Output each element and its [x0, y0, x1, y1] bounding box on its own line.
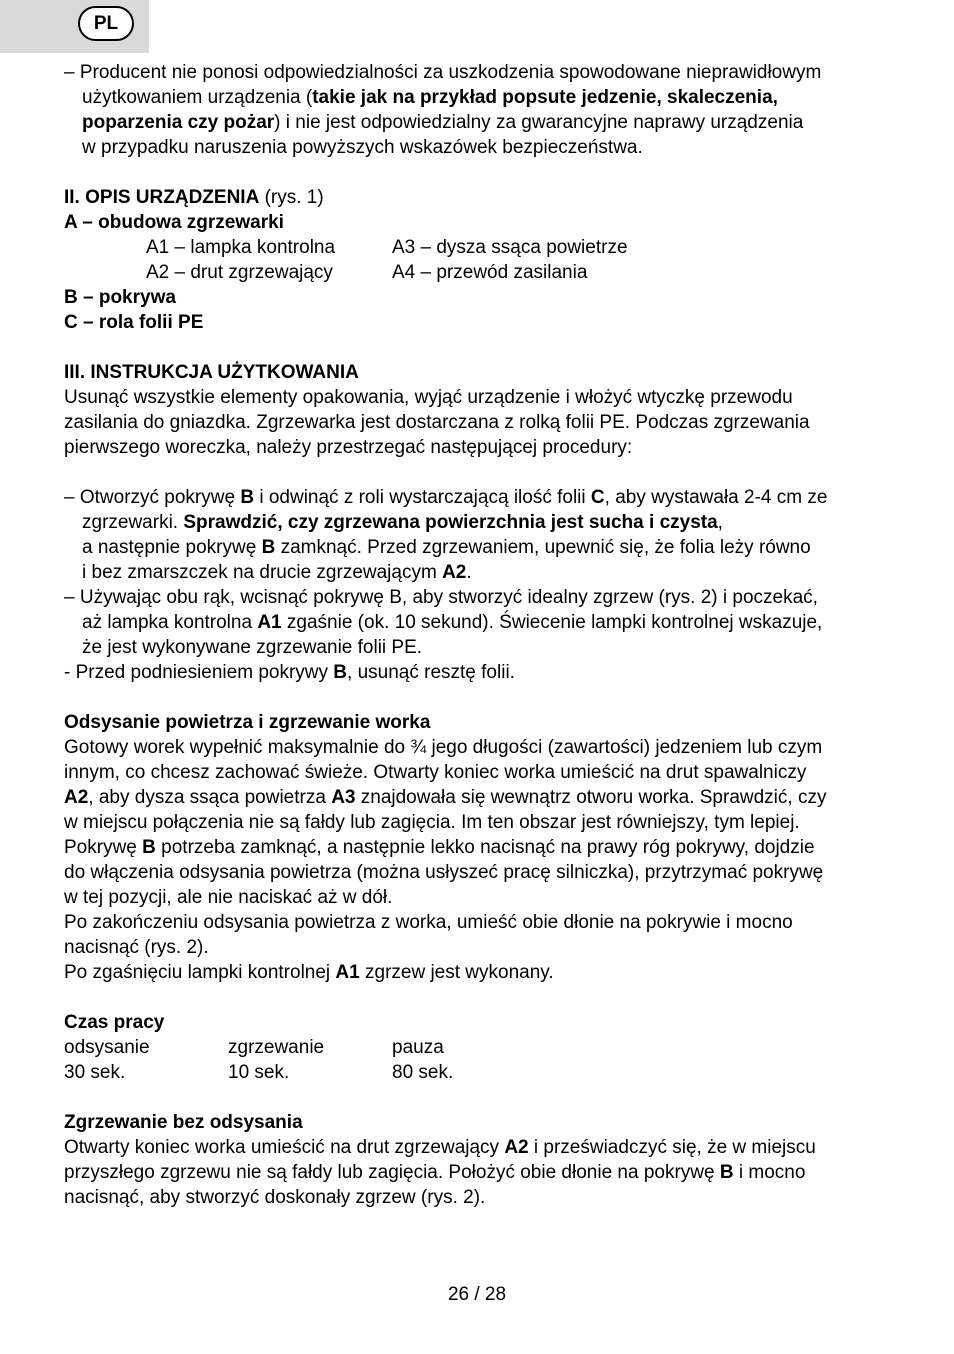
language-tab	[0, 0, 149, 53]
intro-line-4: w przypadku naruszenia powyższych wskazówek bezpieczeństwa.	[82, 137, 643, 158]
work-time-value-pause: 80 sek.	[392, 1062, 454, 1083]
step-2-line-1: – Używając obu rąk, wcisnąć pokrywę B, aby stworzyć idealny zgrzew (rys. 2) i poczekać,	[64, 587, 818, 608]
work-time-value-suction: 30 sek.	[64, 1062, 126, 1083]
section-3-title: III. INSTRUKCJA UŻYTKOWANIA	[64, 362, 359, 383]
part-c-label: C – rola folii PE	[64, 312, 204, 333]
language-badge: PL	[78, 6, 134, 41]
step-1-line-3: a następnie pokrywę B zamknąć. Przed zgrzewaniem, upewnić się, że folia leży równo	[82, 537, 811, 558]
work-time-title: Czas pracy	[64, 1012, 165, 1033]
work-time-header-pause: pauza	[392, 1037, 444, 1058]
section-3-para-1: Usunąć wszystkie elementy opakowania, wyjąć urządzenie i włożyć wtyczkę przewodu	[64, 387, 793, 408]
intro-line-1: – Producent nie ponosi odpowiedzialności za uszkodzenia spowodowane nieprawidłowym	[64, 62, 822, 83]
part-b-label: B – pokrywa	[64, 287, 176, 308]
work-time-header-suction: odsysanie	[64, 1037, 150, 1058]
step-1-line-2: zgrzewarki. Sprawdzić, czy zgrzewana powierzchnia jest sucha i czysta,	[82, 512, 723, 533]
page-number: 26 / 28	[447, 1284, 507, 1305]
work-time-header-sealing: zgrzewanie	[228, 1037, 325, 1058]
step-1-line-1: – Otworzyć pokrywę B i odwinąć z roli wystarczającą ilość folii C, aby wystawała 2-4 cm ze	[64, 487, 828, 508]
step-1-line-4: i bez zmarszczek na drucie zgrzewającym A2.	[82, 562, 472, 583]
section-3-para-3: pierwszego woreczka, należy przestrzegać następującej procedury:	[64, 437, 633, 458]
suction-line-4: w miejscu połączenia nie są fałdy lub zagięcia. Im ten obszar jest równiejszy, tym lepiej.	[64, 812, 800, 833]
suction-line-7: w tej pozycji, ale nie naciskać aż w dół.	[64, 887, 393, 908]
sealing-only-line-3: nacisnąć, aby stworzyć doskonały zgrzew (rys. 2).	[64, 1187, 486, 1208]
part-a2: A2 – drut zgrzewający	[146, 262, 333, 283]
step-2-line-3: że jest wykonywane zgrzewanie folii PE.	[82, 637, 423, 658]
part-a-label: A – obudowa zgrzewarki	[64, 212, 284, 233]
suction-line-9: nacisnąć (rys. 2).	[64, 937, 209, 958]
sealing-only-line-2: przyszłego zgrzewu nie są fałdy lub zagięcia. Położyć obie dłonie na pokrywę B i mocno	[64, 1162, 806, 1183]
suction-line-3: A2, aby dysza ssąca powietrza A3 znajdowała się wewnątrz otworu worka. Sprawdzić, czy	[64, 787, 827, 808]
part-a4: A4 – przewód zasilania	[392, 262, 588, 283]
intro-line-2: użytkowaniem urządzenia (takie jak na przykład popsute jedzenie, skaleczenia,	[82, 87, 778, 108]
suction-line-10: Po zgaśnięciu lampki kontrolnej A1 zgrzew jest wykonany.	[64, 962, 554, 983]
suction-line-8: Po zakończeniu odsysania powietrza z worka, umieść obie dłonie na pokrywie i mocno	[64, 912, 793, 933]
section-2-title: II. OPIS URZĄDZENIA (rys. 1)	[64, 187, 324, 208]
part-a1: A1 – lampka kontrolna	[146, 237, 336, 258]
suction-line-5: Pokrywę B potrzeba zamknąć, a następnie lekko nacisnąć na prawy róg pokrywy, dojdzie	[64, 837, 815, 858]
intro-line-3: poparzenia czy pożar) i nie jest odpowiedzialny za gwarancyjne naprawy urządzenia	[82, 112, 804, 133]
suction-line-6: do włączenia odsysania powietrza (można usłyszeć pracę silniczka), przytrzymać pokrywę	[64, 862, 824, 883]
suction-line-2: innym, co chcesz zachować świeże. Otwarty koniec worka umieścić na drut spawalniczy	[64, 762, 807, 783]
step-2-line-2: aż lampka kontrolna A1 zgaśnie (ok. 10 sekund). Świecenie lampki kontrolnej wskazuje,	[82, 612, 823, 633]
step-3-line-1: - Przed podniesieniem pokrywy B, usunąć resztę folii.	[64, 662, 515, 683]
section-3-para-2: zasilania do gniazdka. Zgrzewarka jest dostarczana z rolką folii PE. Podczas zgrzewania	[64, 412, 810, 433]
part-a3: A3 – dysza ssąca powietrze	[392, 237, 628, 258]
sealing-only-title: Zgrzewanie bez odsysania	[64, 1112, 303, 1133]
work-time-value-sealing: 10 sek.	[228, 1062, 290, 1083]
sealing-only-line-1: Otwarty koniec worka umieścić na drut zgrzewający A2 i przeświadczyć się, że w miejscu	[64, 1137, 816, 1158]
suction-line-1: Gotowy worek wypełnić maksymalnie do ¾ jego długości (zawartości) jedzeniem lub czym	[64, 737, 823, 758]
suction-section-title: Odsysanie powietrza i zgrzewanie worka	[64, 712, 431, 733]
